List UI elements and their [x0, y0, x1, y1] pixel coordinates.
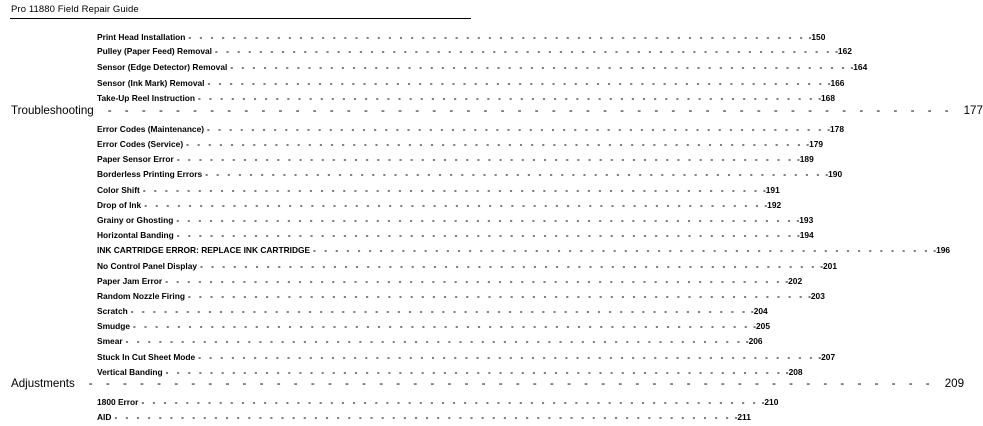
toc-entry[interactable] [97, 185, 780, 196]
toc-page-number: -191 [762, 185, 780, 195]
toc-entry-title: Horizontal Banding [97, 230, 174, 240]
toc-entry[interactable] [97, 397, 779, 408]
toc-entry[interactable] [97, 261, 837, 272]
toc-page-number: -166 [827, 78, 845, 88]
toc-entry-title: Drop of Ink [97, 200, 142, 210]
toc-entry-title: Grainy or Ghosting [97, 215, 174, 225]
dot-leader: - - - - - - - - - - - - - - - - - - - - - - - - - - - - - - - - - - - - - - - - - - - - - - - - - - - - - - - - [141, 397, 759, 407]
toc-page-number: -194 [796, 230, 814, 240]
toc-entry[interactable] [97, 154, 814, 165]
dot-leader: - - - - - - - - - - - - - - - - - - - - - - - - - - - - - - - - - - - - - - - - - - - - - - - - - - - - - - - - [207, 124, 825, 134]
toc-entry-title: Error Codes (Maintenance) [97, 124, 205, 134]
dot-leader: - - - - - - - - - - - - - - - - - - - - - - - - - - - - - - - - - - - - - - - - - - - - - - - - - - - - - - - - [125, 336, 743, 346]
toc-entry-title: Smudge [97, 321, 131, 331]
toc-entry[interactable] [97, 32, 826, 43]
dot-leader: - - - - - - - - - - - - - - - - - - - - - - - - - - - - - - - - - - - - - - - - - - - - - - - - - - - - - - - - [133, 321, 751, 331]
toc-entry[interactable] [97, 124, 844, 135]
toc-page-number: -168 [818, 93, 835, 103]
toc-entry[interactable] [97, 169, 843, 180]
toc-entry-title: 1800 Error [97, 397, 139, 407]
toc-entry-title: Color Shift [97, 185, 140, 195]
toc-entry[interactable] [97, 200, 782, 211]
toc-entry[interactable] [97, 352, 836, 363]
toc-entry-title: Borderless Printing Errors [97, 169, 203, 179]
dot-leader: - - - - - - - - - - - - - - - - - - - - - - - - - - - - - - - - - - - - - - - - - - - - - - - - - - - - - - - - [198, 352, 816, 362]
toc-entry-title: Random Nozzle Firing [97, 291, 185, 301]
toc-entry[interactable] [97, 78, 845, 89]
toc-entry[interactable] [97, 139, 824, 150]
toc-page-number: -196 [933, 245, 951, 255]
dot-leader: - - - - - - - - - - - - - - - - - - - - - - - - - - - - - - - - - - - - - - - - - - - - - - - - - - - - - - - - [165, 367, 783, 377]
toc-entry[interactable] [97, 336, 763, 347]
toc-page-number: -178 [827, 124, 844, 134]
toc-entry[interactable] [97, 62, 868, 73]
dot-leader: - - - - - - - - - - - - - - - - - - - - - - - - - - - - - - - - - - - - - - - - - - - - - - - - - - - - - - - - [207, 78, 825, 88]
toc-entry[interactable] [97, 412, 751, 423]
toc-section-heading[interactable] [11, 377, 965, 391]
dot-leader: - - - - - - - - - - - - - - - - - - - - - - - - - - - - - - - - - - - - - - - - - - - - - - - - - - - - - - - - [205, 169, 823, 179]
toc-page-number: -207 [818, 352, 836, 362]
toc-entry-title: Vertical Banding [97, 367, 163, 377]
toc-entry-title: Paper Jam Error [97, 276, 163, 286]
toc-page-number: -150 [808, 32, 826, 42]
toc-entry-title: Scratch [97, 306, 128, 316]
dot-leader: - - - - - - - - - - - - - - - - - - - - - - - - - - - - - - - - - - - - - - - - - - - - - - - - - - - - - - - - [165, 276, 783, 286]
toc-entry-title: No Control Panel Display [97, 261, 198, 271]
toc-entry[interactable] [97, 321, 770, 332]
toc-entry[interactable] [97, 46, 852, 57]
dot-leader: - - - - - - - - - - - - - - - - - - - - - - - - - - - - - - - - - - - - - - - - - - - - - - - - - - - - - - - - [114, 412, 732, 422]
toc-entry[interactable] [97, 215, 814, 226]
toc-page-number: -189 [796, 154, 814, 164]
toc-page-number: -206 [745, 336, 763, 346]
toc-page-number: -164 [850, 62, 868, 72]
toc-entry[interactable] [97, 291, 825, 302]
toc-entry-title: Print Head Installation [97, 32, 186, 42]
dot-leader: - - - - - - - - - - - - - - - - - - - - - - - - - - - - - - - - - - - - - - - - - - - - - - - - - - - - - - - - [130, 306, 748, 316]
toc-entry-title: Pulley (Paper Feed) Removal [97, 46, 212, 56]
dot-leader: - - - - - - - - - - - - - - - - - - - - - - - - - - - - - - - - - - - - - - - - - - - - - - - - - - - - - - - - [144, 200, 762, 210]
toc-section-title: Troubleshooting [11, 104, 94, 117]
document-title: Pro 11880 Field Repair Guide [11, 4, 139, 15]
toc-entry[interactable] [97, 276, 803, 287]
toc-page-number: -210 [761, 397, 779, 407]
dot-leader: - - - - - - - - - - - - - - - - - - - - - - - - - - - - - - - - - - - - - - - - - - - - - - - - - - - - - - - - [142, 185, 760, 195]
toc-page-number: -205 [753, 321, 770, 331]
toc-entry-title: INK CARTRIDGE ERROR: REPLACE INK CARTRIDGE [97, 245, 311, 255]
dot-leader: - - - - - - - - - - - - - - - - - - - - - - - - - - - - - - - - - - - - - - - - - - - - - - - - - - - - - - - - [176, 215, 794, 225]
toc-page-number: -211 [734, 412, 751, 422]
toc-page-number: -193 [796, 215, 814, 225]
toc-section-heading[interactable] [11, 104, 983, 118]
toc-entry[interactable] [97, 245, 951, 256]
toc-entry[interactable] [97, 230, 814, 241]
dot-leader: - - - - - - - - - - - - - - - - - - - - - - - - - - - - - - - - - - - - - - - - - - - - - - - - - - - - - - - - [188, 32, 806, 42]
toc-page-number: -179 [806, 139, 824, 149]
toc-entry-title: Stuck In Cut Sheet Mode [97, 352, 196, 362]
dot-leader: - - - - - - - - - - - - - - - - - - - - - - - - - - - - - - - - - - - - - - - - - - - - - - - - - - - - - - - - [176, 154, 794, 164]
toc-page-number: -190 [825, 169, 843, 179]
toc-entry-title: AID [97, 412, 112, 422]
toc-page-number: -208 [785, 367, 803, 377]
toc-entry-title: Error Codes (Service) [97, 139, 184, 149]
toc-entry[interactable] [97, 306, 768, 317]
dot-leader: - - - - - - - - - - - - - - - - - - - - - - - - - - - - - - - - - - - - - - - - - - - - - - - - - - - - - - - - [198, 93, 816, 103]
toc-entry-title: Smear [97, 336, 123, 346]
dot-leader: - - - - - - - - - - - - - - - - - - - - - - - - - - - - - - - - - - - - - - - - - - - - - - - - - - [88, 377, 935, 390]
toc-section-title: Adjustments [11, 377, 75, 390]
toc-entry[interactable] [97, 93, 835, 104]
toc-page-number: -202 [785, 276, 803, 286]
toc-entry-title: Sensor (Ink Mark) Removal [97, 78, 205, 88]
toc-page-number: -204 [750, 306, 768, 316]
dot-leader: - - - - - - - - - - - - - - - - - - - - - - - - - - - - - - - - - - - - - - - - - - - - - - - - - - - - - - - - [186, 139, 804, 149]
dot-leader: - - - - - - - - - - - - - - - - - - - - - - - - - - - - - - - - - - - - - - - - - - - - - - - - - - - - - - - - [176, 230, 794, 240]
toc-entry-title: Take-Up Reel Instruction [97, 93, 196, 103]
toc-entry-title: Paper Sensor Error [97, 154, 174, 164]
toc-page-number: -162 [835, 46, 852, 56]
dot-leader: - - - - - - - - - - - - - - - - - - - - - - - - - - - - - - - - - - - - - - - - - - - - - - - - - - - - - - - - [200, 261, 818, 271]
toc-page-number: -201 [820, 261, 837, 271]
toc-entry-title: Sensor (Edge Detector) Removal [97, 62, 228, 72]
dot-leader: - - - - - - - - - - - - - - - - - - - - - - - - - - - - - - - - - - - - - - - - - - - - - - - - - - - - - - - - [313, 245, 931, 255]
toc-page-number: 209 [944, 377, 965, 390]
toc-page-number: -192 [764, 200, 782, 210]
toc-page-number: 177 [963, 104, 983, 117]
dot-leader: - - - - - - - - - - - - - - - - - - - - - - - - - - - - - - - - - - - - - - - - - - - - - - - - - - - - - - - - [187, 291, 806, 301]
dot-leader: - - - - - - - - - - - - - - - - - - - - - - - - - - - - - - - - - - - - - - - - - - - - - - - - - - - - - - - - [214, 46, 833, 56]
toc-page-number: -203 [808, 291, 825, 301]
dot-leader: - - - - - - - - - - - - - - - - - - - - - - - - - - - - - - - - - - - - - - - - - - - - - - - - - - - - - - - - [230, 62, 848, 72]
dot-leader: - - - - - - - - - - - - - - - - - - - - - - - - - - - - - - - - - - - - - - - - - - - - - - - - - - [107, 104, 954, 117]
